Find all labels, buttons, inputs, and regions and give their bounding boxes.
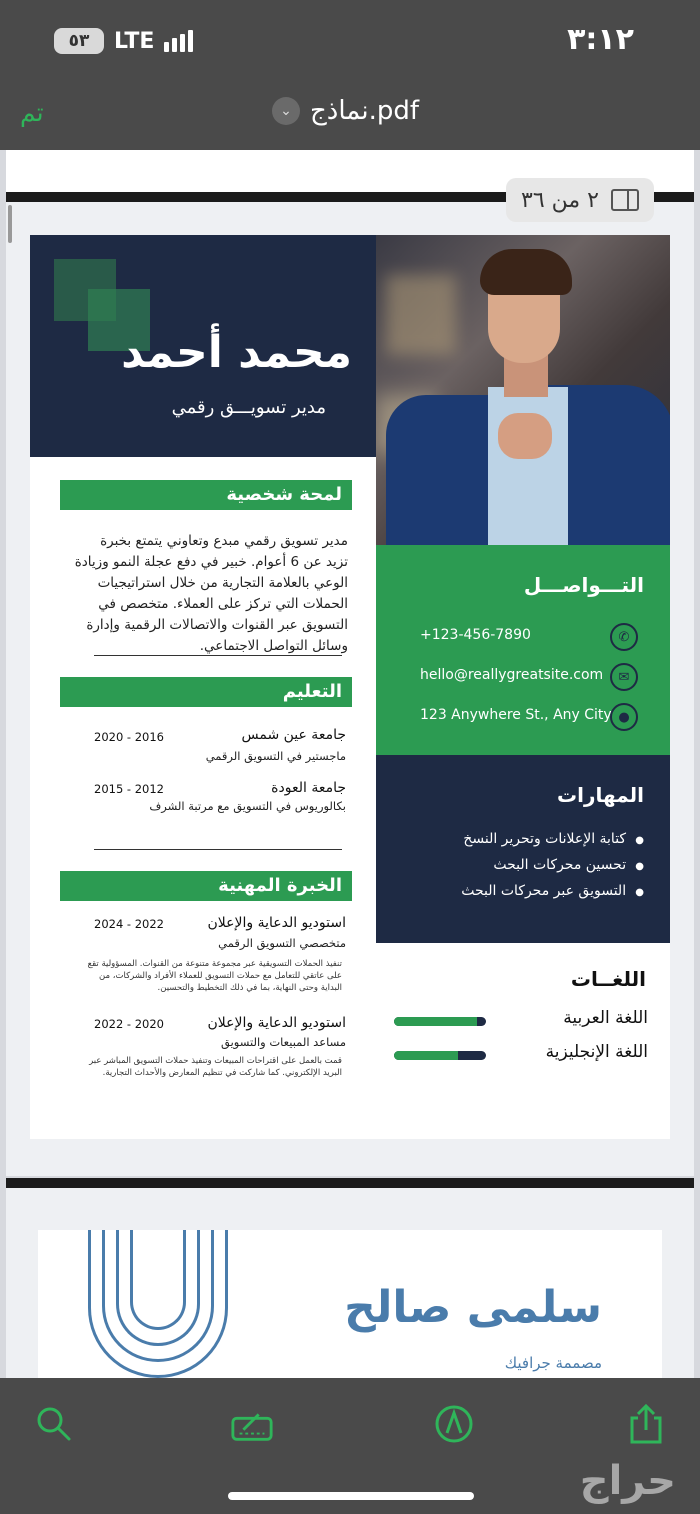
language-name: اللغة الإنجليزية [545,1042,648,1062]
skill-item: التسويق عبر محركات البحث ● [461,883,644,899]
resume-header [30,235,376,457]
skill-item: كتابة الإعلانات وتحرير النسخ ● [461,831,644,847]
education-dates: 2015 - 2012 [94,782,164,796]
network-type: LTE [114,28,155,54]
experience-dates: 2024 - 2022 [94,917,164,931]
section-header-languages: اللغــات [570,967,646,991]
divider [94,849,342,850]
done-button[interactable]: تم [20,98,44,127]
divider [94,655,342,656]
language-level-bar [394,1051,486,1060]
experience-dates: 2022 - 2020 [94,1017,164,1031]
sidebar-toggle-icon[interactable] [611,189,639,211]
skills-list [461,831,644,909]
experience-position: مساعد المبيعات والتسويق [220,1035,346,1049]
document-title: نماذج.pdf [310,96,419,126]
decor-arch [130,1230,186,1330]
experience-company: استوديو الدعاية والإعلان [207,915,346,931]
contact-phone [376,623,670,653]
experience-description: تنفيذ الحملات التسويقية عبر مجموعة متنوعة من القنوات. المسؤولية تقع على عاتقي للتعامل مع حملات التسويق للعملاء الأفراد والشركات، من البداية وحتى النهاية، بما في ذلك التخطيط والتحسين. [87,959,342,993]
profile-text: مدير تسويق رقمي مبدع وتعاوني يتمتع بخبرة تزيد عن 6 أعوام. خبير في دفع عجلة النمو وزيادة الوعي بالعلامة التجارية من خلال استراتيجيات الحملات التي تركز على العملاء. متخصص في التسويق عبر القنوات والاتصالات الرقمية وإدارة وسائل التواصل الاجتماعي. [74,533,348,654]
contact-section [376,545,670,755]
resume-page [30,235,670,1139]
experience-company: استوديو الدعاية والإعلان [207,1015,346,1031]
home-indicator[interactable] [228,1492,474,1500]
location-pin-icon: ● [610,703,638,731]
resume-name: محمد أحمد [121,327,352,378]
address-text: 123 Anywhere St., Any City [420,707,612,723]
battery-indicator: ٥٣ [54,28,104,54]
section-header-education: التعليم [60,677,352,707]
experience-description: قمت بالعمل على اقتراحات المبيعات وتنفيذ حملات التسويق المباشر عبر البريد الإلكتروني. كما شاركت في تنظيم المعارض والأحداث التجارية. [89,1056,342,1078]
search-icon[interactable] [32,1402,76,1446]
next-resume-role: مصممة جرافيك [504,1354,602,1372]
education-dates: 2020 - 2016 [94,730,164,744]
scrollbar[interactable] [8,205,12,243]
signal-icon [164,30,193,52]
section-header-contact: التـــواصـــل [523,573,644,597]
skills-section [376,755,670,943]
contact-address [376,703,670,733]
mail-icon: ✉ [610,663,638,691]
education-school: جامعة العودة [271,780,346,796]
language-row [394,1008,648,1038]
section-header-experience: الخبرة المهنية [60,871,352,901]
status-indicators [54,28,193,54]
email-text: hello@reallygreatsite.com [420,667,604,683]
language-name: اللغة العربية [563,1008,648,1028]
education-school: جامعة عين شمس [241,727,346,743]
watermark: حراج [579,1458,676,1504]
share-icon[interactable] [624,1402,668,1446]
phone-icon: ✆ [610,623,638,651]
phone-text: +123-456-7890 [420,627,531,643]
annotate-icon[interactable] [432,1402,476,1446]
markup-icon[interactable] [230,1402,274,1446]
section-header-profile: لمحة شخصية [60,480,352,510]
contact-email [376,663,670,693]
document-title-menu[interactable] [272,96,419,126]
page-indicator[interactable] [506,178,654,222]
clock: ٣:١٢ [567,22,634,57]
page-indicator-text: ٢ من ٣٦ [521,187,599,213]
skill-item: تحسين محركات البحث ● [461,857,644,873]
top-bar [0,0,700,150]
section-header-skills: المهارات [557,783,644,807]
education-degree: ماجستير في التسويق الرقمي [205,749,346,763]
resume-role: مدير تسويـــق رقمي [171,397,326,418]
experience-position: متخصصي التسويق الرقمي [218,936,346,950]
profile-photo [376,235,670,545]
next-resume-name: سلمى صالح [344,1282,602,1333]
next-resume-preview [38,1230,662,1390]
page-separator [6,1178,694,1188]
chevron-down-icon[interactable]: ⌄ [272,97,300,125]
language-row [394,1042,648,1072]
education-degree: بكالوريوس في التسويق مع مرتبة الشرف [149,799,346,813]
language-level-bar [394,1017,486,1026]
